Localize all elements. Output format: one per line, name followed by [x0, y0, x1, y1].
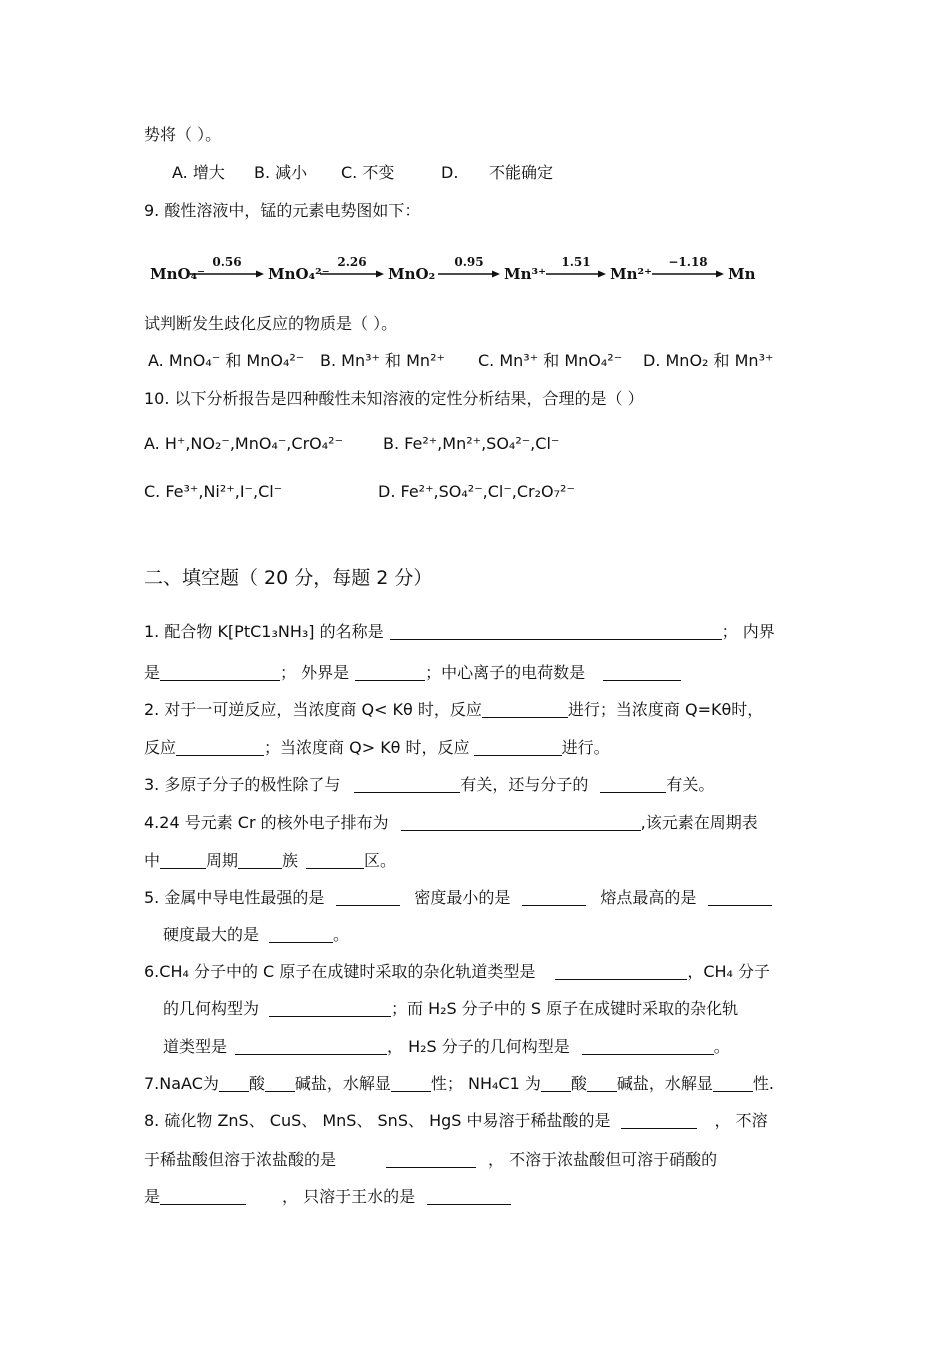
fill-q7 [144, 1074, 774, 1094]
q8-text-b: ， 不溶 [714, 1111, 768, 1130]
q1-text-c: 是 [144, 663, 161, 682]
q8-blank-3[interactable] [160, 1187, 246, 1205]
q7-text-e: 酸 [570, 1074, 587, 1093]
q2-blank-1[interactable] [482, 700, 568, 718]
q6-text-f: ， H₂S 分子的几何构型是 [387, 1037, 570, 1056]
diagram-potential-4: −1.18 [668, 255, 708, 269]
diagram-species-3: Mn³⁺ [504, 265, 546, 283]
q4-text-f: 区。 [364, 851, 397, 870]
q4-text-e: 族 [282, 851, 299, 870]
q6-text-d: ；而 H₂S 分子中的 S 原子在成键时采取的杂化轨 [391, 999, 739, 1018]
q10-option-c: C. Fe³⁺,Ni²⁺,I⁻,Cl⁻ [144, 482, 283, 501]
fill-q6-line3 [163, 1037, 730, 1057]
q1-blank-inner[interactable] [160, 663, 280, 681]
fill-q8-line3 [144, 1187, 511, 1207]
q6-blank-s-hybrid[interactable] [235, 1037, 387, 1055]
diagram-species-0: MnO₄⁻ [150, 265, 206, 283]
diagram-arrow-head-3 [598, 271, 606, 278]
q5-blank-hardness[interactable] [269, 925, 333, 943]
fill-q5-line2 [163, 925, 349, 945]
q7-blank-2[interactable] [265, 1074, 295, 1092]
fill-q8-line1 [144, 1111, 768, 1131]
diagram-potential-0: 0.56 [212, 255, 242, 269]
q4-text-c: 中 [144, 851, 161, 870]
diagram-species-4: Mn²⁺ [610, 265, 652, 283]
q10-stem: 10. 以下分析报告是四种酸性未知溶液的定性分析结果，合理的是（ ） [144, 389, 644, 408]
q8-blank-1[interactable] [621, 1111, 697, 1129]
q4-blank-period[interactable] [160, 851, 206, 869]
q9-option-b: B. Mn³⁺ 和 Mn²⁺ [320, 351, 445, 370]
q3-text-a: 3. 多原子分子的极性除了与 [144, 775, 341, 794]
q2-blank-3[interactable] [474, 738, 562, 756]
fill-q6-line2 [163, 999, 738, 1019]
q8-text-e: 是 [144, 1187, 161, 1206]
q8-option-d: D. [441, 163, 459, 182]
diagram-species-1: MnO₄²⁻ [268, 265, 330, 283]
fill-q6-line1 [144, 962, 770, 982]
q9-prompt: 试判断发生歧化反应的物质是（ ）。 [144, 314, 398, 333]
q7-blank-3[interactable] [391, 1074, 431, 1092]
q1-text-e: ；中心离子的电荷数是 [425, 663, 586, 682]
q9-option-d: D. MnO₂ 和 Mn³⁺ [643, 351, 774, 370]
diagram-arrow-head-2 [492, 271, 500, 278]
diagram-species-5: Mn [728, 265, 756, 283]
q8-option-a: A. 增大 [172, 163, 225, 182]
q1-blank-charge[interactable] [603, 663, 681, 681]
q1-text-d: ； 外界是 [280, 663, 350, 682]
q6-text-c: 的几何构型为 [163, 999, 260, 1018]
q3-text-c: 有关。 [666, 775, 715, 794]
q5-text-d: 硬度最大的是 [163, 925, 260, 944]
q2-text-d: ；当浓度商 Q> Kθ 时，反应 [264, 738, 470, 757]
q4-blank-group[interactable] [238, 851, 282, 869]
q6-text-b: ，CH₄ 分子 [687, 962, 771, 981]
q7-blank-6[interactable] [713, 1074, 753, 1092]
q3-blank-2[interactable] [600, 775, 666, 793]
q8-blank-2[interactable] [386, 1150, 476, 1168]
q4-blank-block[interactable] [306, 851, 364, 869]
q8-text-f: ， 只溶于王水的是 [282, 1187, 416, 1206]
diagram-species-2: MnO₂ [388, 265, 436, 283]
q4-text-a: 4.24 号元素 Cr 的核外电子排布为 [144, 813, 389, 832]
q5-text-c: 熔点最高的是 [600, 888, 697, 907]
fill-q5-line1 [144, 888, 772, 908]
q8-option-d-text: 不能确定 [489, 163, 554, 182]
fill-q2-line2 [144, 738, 610, 758]
section2-title: 二、填空题（ 20 分，每题 2 分） [144, 567, 433, 589]
q1-blank-name[interactable] [390, 622, 722, 640]
q9-option-a: A. MnO₄⁻ 和 MnO₄²⁻ [148, 351, 305, 370]
q7-text-c: 碱盐，水解显 [294, 1074, 391, 1093]
q9-options [148, 351, 773, 371]
q7-text-b: 酸 [248, 1074, 265, 1093]
q4-text-d: 周期 [206, 851, 239, 870]
diagram-arrow-head-4 [716, 271, 724, 278]
q7-text-d: 性； NH₄C1 为 [430, 1074, 541, 1093]
q7-blank-5[interactable] [587, 1074, 617, 1092]
q9-option-c: C. Mn³⁺ 和 MnO₄²⁻ [478, 351, 623, 370]
q7-text-f: 碱盐，水解显 [616, 1074, 713, 1093]
q2-text-b: 进行；当浓度商 Q=Kθ时， [567, 700, 764, 719]
q6-blank-c-hybrid[interactable] [555, 962, 687, 980]
q1-text-a: 1. 配合物 K[PtC1₃NH₃] 的名称是 [144, 622, 384, 641]
q9-stem: 9. 酸性溶液中，锰的元素电势图如下： [144, 201, 421, 220]
q2-text-e: 进行。 [561, 738, 610, 757]
mn-potential-diagram [150, 248, 770, 298]
fill-q3 [144, 775, 714, 795]
q10-option-b: B. Fe²⁺,Mn²⁺,SO₄²⁻,Cl⁻ [383, 434, 560, 453]
fill-q1-line2 [144, 663, 681, 683]
q3-blank-1[interactable] [354, 775, 460, 793]
q5-blank-density[interactable] [522, 888, 586, 906]
q5-text-b: 密度最小的是 [414, 888, 511, 907]
q8-option-b: B. 减小 [254, 163, 308, 182]
q4-text-b: ,该元素在周期表 [640, 813, 758, 832]
diagram-potential-2: 0.95 [454, 255, 484, 269]
q7-blank-4[interactable] [541, 1074, 571, 1092]
q8-option-c: C. 不变 [341, 163, 395, 182]
q5-text-a: 5. 金属中导电性最强的是 [144, 888, 325, 907]
q8-blank-4[interactable] [427, 1187, 511, 1205]
q8-options [172, 163, 553, 183]
q4-blank-config[interactable] [401, 813, 641, 831]
q8-text-c: 于稀盐酸但溶于浓盐酸的是 [144, 1150, 337, 1169]
q6-blank-ch4-geometry[interactable] [269, 999, 391, 1017]
q6-blank-h2s-geometry[interactable] [582, 1037, 714, 1055]
fill-q8-line2 [144, 1150, 717, 1170]
q2-text-c: 反应 [144, 738, 177, 757]
q1-text-b: ； 内界 [721, 622, 775, 641]
q7-text-a: 7.NaAC为 [144, 1074, 219, 1093]
diagram-potential-3: 1.51 [561, 255, 591, 269]
q8-text-d: ， 不溶于浓盐酸但可溶于硝酸的 [488, 1150, 718, 1169]
q7-blank-1[interactable] [219, 1074, 249, 1092]
q2-text-a: 2. 对于一可逆反应，当浓度商 Q< Kθ 时，反应 [144, 700, 482, 719]
q6-text-e: 道类型是 [163, 1037, 228, 1056]
q3-text-b: 有关，还与分子的 [460, 775, 589, 794]
q8-tail: 势将（ ）。 [144, 125, 222, 144]
q5-blank-melting[interactable] [708, 888, 772, 906]
q2-blank-2[interactable] [176, 738, 264, 756]
q6-text-a: 6.CH₄ 分子中的 C 原子在成键时采取的杂化轨道类型是 [144, 962, 536, 981]
fill-q2-line1 [144, 700, 763, 720]
q10-option-d: D. Fe²⁺,SO₄²⁻,Cl⁻,Cr₂O₇²⁻ [378, 482, 575, 501]
q8-text-a: 8. 硫化物 ZnS、 CuS、 MnS、 SnS、 HgS 中易溶于稀盐酸的是 [144, 1111, 611, 1130]
diagram-potential-1: 2.26 [337, 255, 367, 269]
q5-blank-conduct[interactable] [336, 888, 400, 906]
q1-blank-outer[interactable] [355, 663, 425, 681]
diagram-arrow-head-0 [256, 271, 264, 278]
q5-text-e: 。 [333, 925, 350, 944]
q6-text-g: 。 [713, 1037, 730, 1056]
q7-text-g: 性. [752, 1074, 774, 1093]
diagram-arrow-head-1 [376, 271, 384, 278]
fill-q4-line2 [144, 851, 396, 871]
q10-option-a: A. H⁺,NO₂⁻,MnO₄⁻,CrO₄²⁻ [144, 434, 344, 453]
fill-q4-line1 [144, 813, 758, 833]
fill-q1-line1 [144, 622, 775, 642]
